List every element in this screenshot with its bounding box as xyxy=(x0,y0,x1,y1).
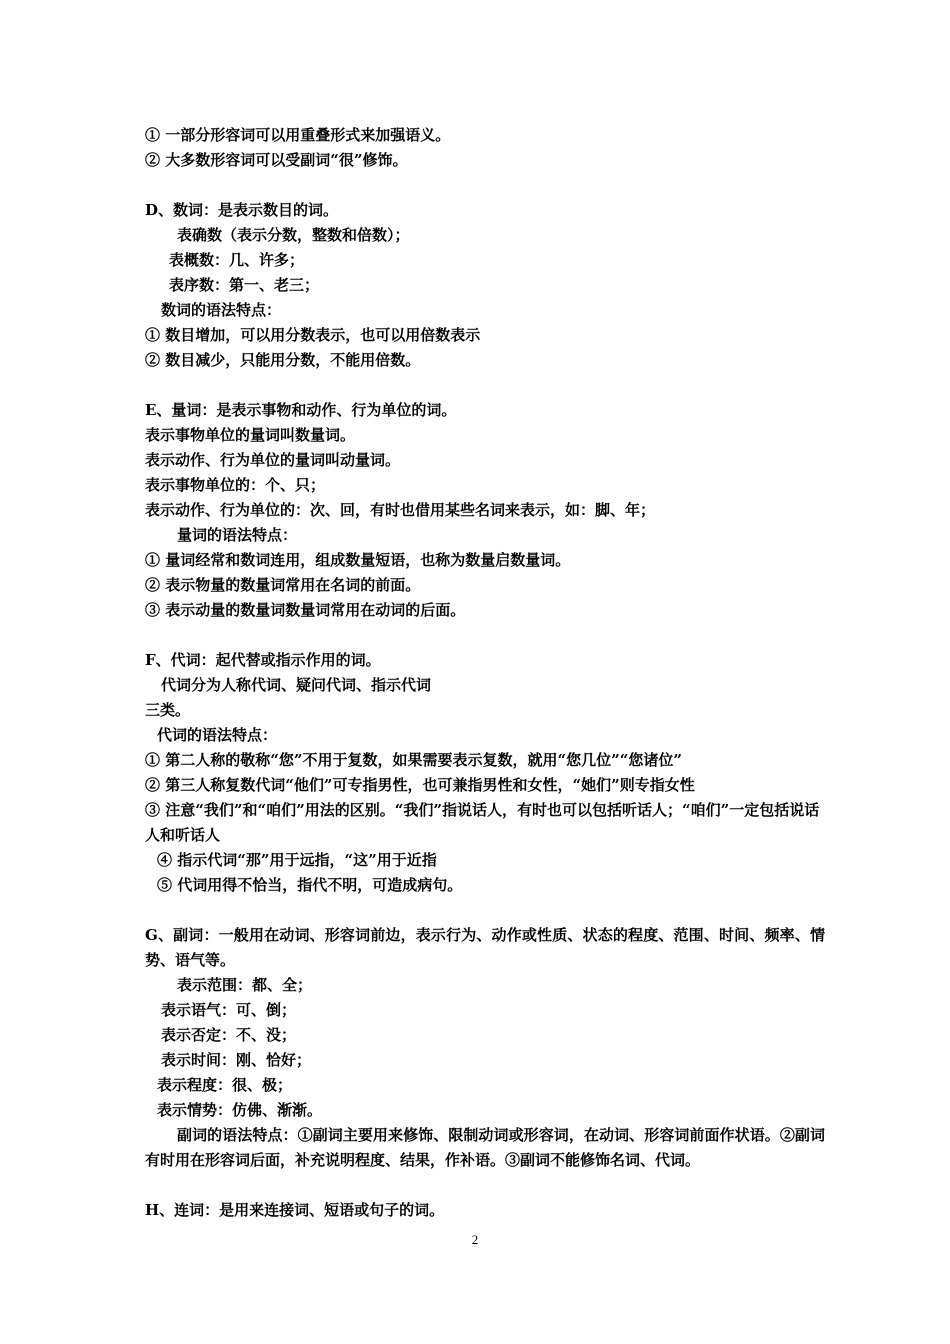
text-line: 三类。 xyxy=(145,701,191,719)
text-line: ② 大多数形容词可以受副词“很”修饰。 xyxy=(145,151,408,169)
spacer xyxy=(145,173,825,198)
paragraph: 副词的语法特点：①副词主要用来修饰、限制动词或形容词，在动词、形容词前面作状语。②副词有时用在形容词后面，补充说明程度、结果，作补语。③副词不能修饰名词、代词。 xyxy=(145,1126,825,1169)
text-line: 表示否定：不、没； xyxy=(161,1026,297,1044)
text-line: ① 数目增加，可以用分数表示，也可以用倍数表示 xyxy=(145,326,481,344)
section-heading-d: D、数词：是表示数目的词。 xyxy=(145,201,339,219)
text-line: 表确数（表示分数，整数和倍数）； xyxy=(177,226,410,244)
spacer xyxy=(145,623,825,648)
text-line: 表示语气：可、倒； xyxy=(161,1001,297,1019)
subheading: 代词的语法特点： xyxy=(157,726,278,744)
text-line: ① 第二人称的敬称“您”不用于复数，如果需要表示复数，就用“您几位”“您诸位” xyxy=(145,751,682,769)
text-line: 表示动作、行为单位的量词叫动量词。 xyxy=(145,451,401,469)
text-line: ② 第三人称复数代词“他们”可专指男性，也可兼指男性和女性，“她们”则专指女性 xyxy=(145,776,695,794)
text-line: 表示情势：仿佛、渐渐。 xyxy=(157,1101,323,1119)
text-line: ② 表示物量的数量词常用在名词的前面。 xyxy=(145,576,421,594)
page-number: 2 xyxy=(471,1232,479,1247)
spacer xyxy=(145,373,825,398)
text-line: ② 数目减少，只能用分数，不能用倍数。 xyxy=(145,351,421,369)
spacer xyxy=(145,1173,825,1198)
text-line: ① 量词经常和数词连用，组成数量短语，也称为数量启数量词。 xyxy=(145,551,571,569)
text-line: 表概数：几、许多； xyxy=(169,251,305,269)
text-line: ④ 指示代词“那”用于远指，“这”用于近指 xyxy=(157,851,437,869)
text-line: 表示事物单位的量词叫数量词。 xyxy=(145,426,356,444)
subheading: 量词的语法特点： xyxy=(177,526,298,544)
text-line: 表示时间：刚、恰好； xyxy=(161,1051,312,1069)
text-line: 代词分为人称代词、疑问代词、指示代词 xyxy=(161,676,432,694)
section-heading-h: H、连词：是用来连接词、短语或句子的词。 xyxy=(145,1201,445,1219)
text-line: 表示范围：都、全； xyxy=(177,976,313,994)
section-heading-f: F、代词：起代替或指示作用的词。 xyxy=(145,651,381,669)
text-line: ③ 表示动量的数量词数量词常用在动词的后面。 xyxy=(145,601,466,619)
subheading: 数词的语法特点： xyxy=(161,301,282,319)
text-line: 表示事物单位的：个、只； xyxy=(145,476,326,494)
text-line: ③ 注意“我们”和“咱们”用法的区别。“我们”指说话人，有时也可以包括听话人；“咱们”一定包括说话人和听话人 xyxy=(145,801,820,844)
section-heading-e: E、量词：是表示事物和动作、行为单位的词。 xyxy=(145,401,457,419)
text-line: 表序数：第一、老三； xyxy=(169,276,320,294)
document-body xyxy=(145,123,825,1223)
spacer xyxy=(145,898,825,923)
text-line: 表示程度：很、极； xyxy=(157,1076,293,1094)
text-line: 表示动作、行为单位的：次、回，有时也借用某些名词来表示，如：脚、年； xyxy=(145,501,656,519)
text-line: ① 一部分形容词可以用重叠形式来加强语义。 xyxy=(145,126,451,144)
section-heading-g: G、副词：一般用在动词、形容词前边，表示行为、动作或性质、状态的程度、范围、时间、频率、情势、语气等。 xyxy=(145,926,825,969)
text-line: ⑤ 代词用得不恰当，指代不明，可造成病句。 xyxy=(157,876,463,894)
